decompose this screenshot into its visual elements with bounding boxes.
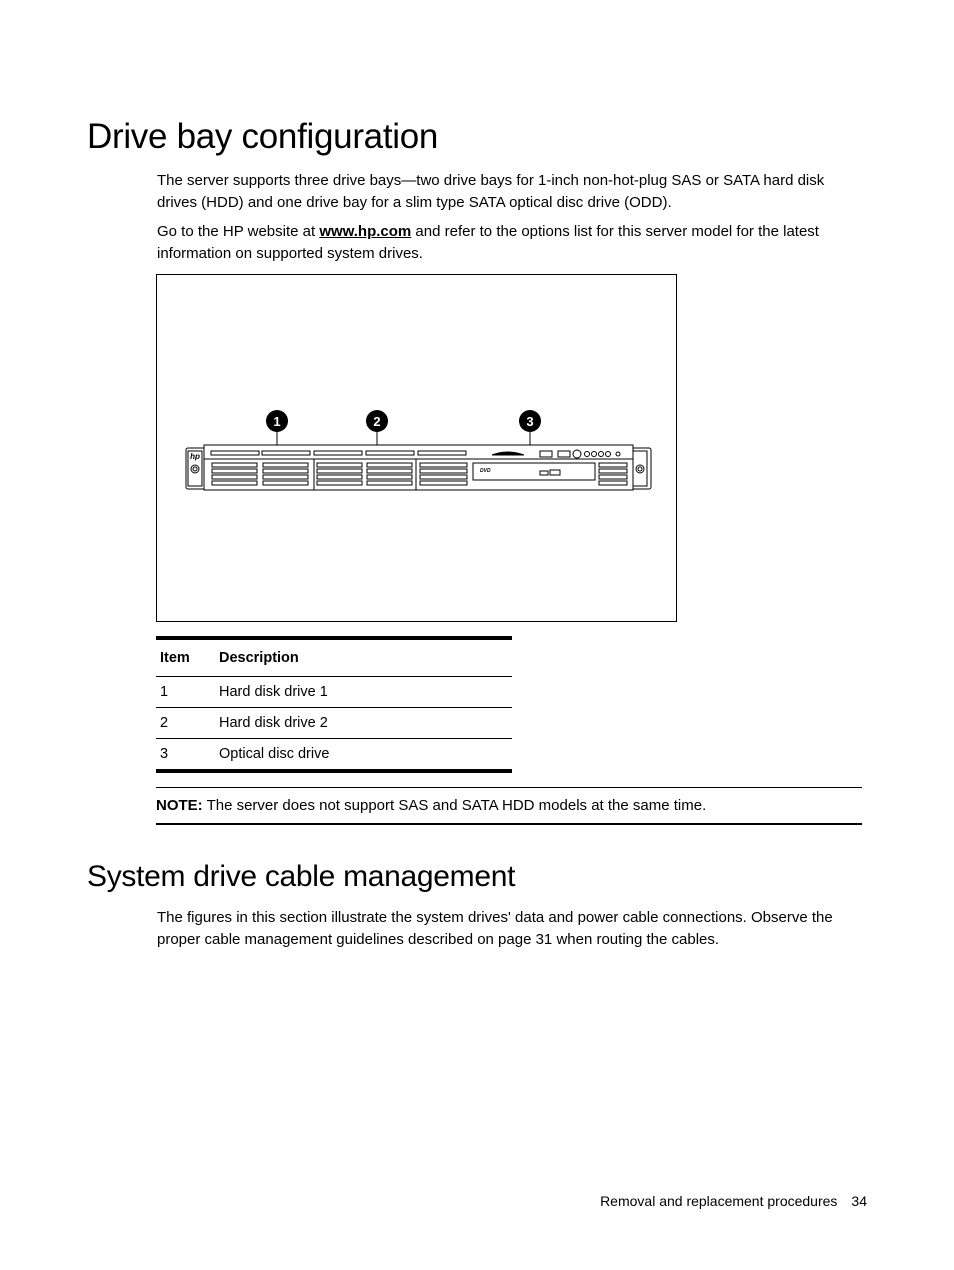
table-cell-description: Hard disk drive 2 (215, 708, 512, 739)
table-cell-item: 1 (156, 677, 215, 708)
table-cell-item: 2 (156, 708, 215, 739)
table-header-description: Description (215, 638, 512, 677)
page-footer (600, 1193, 867, 1209)
table-row (156, 677, 512, 708)
server-chassis (186, 445, 651, 490)
website-paragraph (157, 221, 862, 265)
note-text: The server does not support SAS and SATA HDD models at the same time. (202, 797, 707, 814)
table-header-item: Item (156, 638, 215, 677)
table-cell-item: 3 (160, 746, 169, 762)
table-row (156, 708, 512, 739)
server-front-figure (156, 274, 677, 622)
item-description-table (156, 636, 512, 773)
cable-management-paragraph: The figures in this section illustrate the system drives' data and power cable connections. Observe the proper cable management guidelines described on page 31 when routing the cables. (157, 909, 833, 948)
callout-1-label: 1 (273, 414, 281, 429)
callout-2-label: 2 (373, 414, 381, 429)
callout-2 (366, 410, 388, 432)
section-title-cable-management: System drive cable management (87, 860, 516, 893)
footer-section-name: Removal and replacement procedures (600, 1193, 838, 1209)
table-row (156, 739, 512, 772)
hp-logo-icon: hp (190, 452, 200, 461)
callout-3 (519, 410, 541, 432)
dvd-logo-icon: DVD (480, 468, 491, 474)
table-cell-description: Hard disk drive 1 (215, 677, 512, 708)
callout-3-label: 3 (526, 414, 534, 429)
website-text-pre: Go to the HP website at (157, 223, 320, 240)
note-box (156, 787, 862, 825)
footer-page-number: 34 (851, 1193, 867, 1209)
hp-website-link[interactable]: www.hp.com (319, 223, 412, 240)
table-header-row (156, 638, 512, 677)
note-label: NOTE: (156, 797, 203, 814)
website-text-post: and refer to the options list for this server model for the latest information on supported system drives. (157, 223, 819, 262)
intro-paragraph: The server supports three drive bays—two drive bays for 1-inch non-hot-plug SAS or SATA hard disk drives (HDD) and one drive bay for a slim type SATA optical disc drive (ODD). (157, 172, 825, 211)
table-cell-description: Optical disc drive (219, 746, 330, 762)
callout-1 (266, 410, 288, 432)
section-title-drive-bay: Drive bay configuration (87, 117, 439, 156)
server-front-illustration (157, 275, 678, 623)
